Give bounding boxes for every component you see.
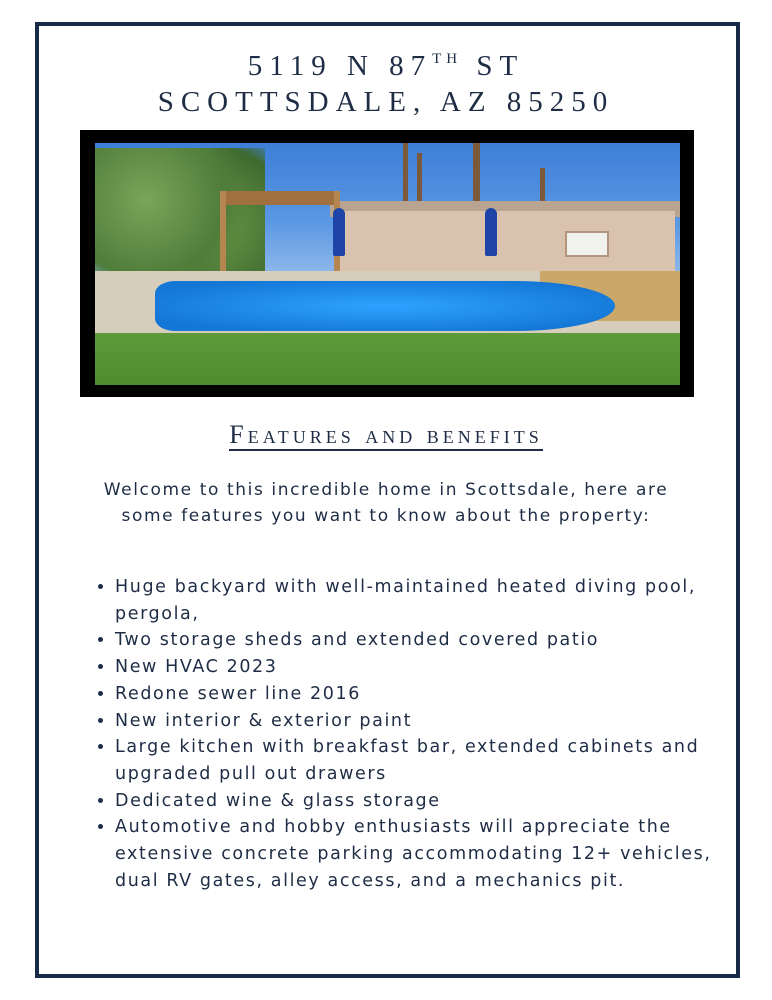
features-list [93,574,715,894]
patio-umbrella [333,208,345,256]
feature-item: • New HVAC 2023 [115,654,715,681]
feature-item: • Dedicated wine & glass storage [115,788,715,815]
property-photo-frame [80,130,694,397]
feature-item: • Large kitchen with breakfast bar, extended cabinets and upgraded pull out drawers [115,734,715,787]
pergola [220,191,340,271]
feature-item: • Huge backyard with well-maintained heated diving pool, pergola, [115,574,715,627]
section-heading [0,420,772,450]
swimming-pool [155,281,615,331]
street-suffix: ST [462,50,525,82]
address-line-2: SCOTTSDALE, AZ 85250 [157,86,615,118]
feature-item: • Two storage sheds and extended covered patio [115,627,715,654]
feature-item: • New interior & exterior paint [115,708,715,735]
address-number-street: 5119 N 87 [247,50,433,82]
section-heading-text: Features and benefits [229,420,543,449]
address-line-1 [0,50,772,83]
feature-item: • Redone sewer line 2016 [115,681,715,708]
house-window [565,231,609,257]
intro-paragraph: Welcome to this incredible home in Scottsdale, here are some features you want to know about the property: [103,480,669,526]
house [335,211,675,273]
feature-item: • Automotive and hobby enthusiasts will appreciate the extensive concrete parking accommodating 12+ vehicles, dual RV gates, alley access, and a mechanics pit. [115,814,715,894]
ordinal-superscript: TH [432,51,463,67]
property-photo [95,143,680,385]
lawn [95,333,680,385]
patio-umbrella [485,208,497,256]
